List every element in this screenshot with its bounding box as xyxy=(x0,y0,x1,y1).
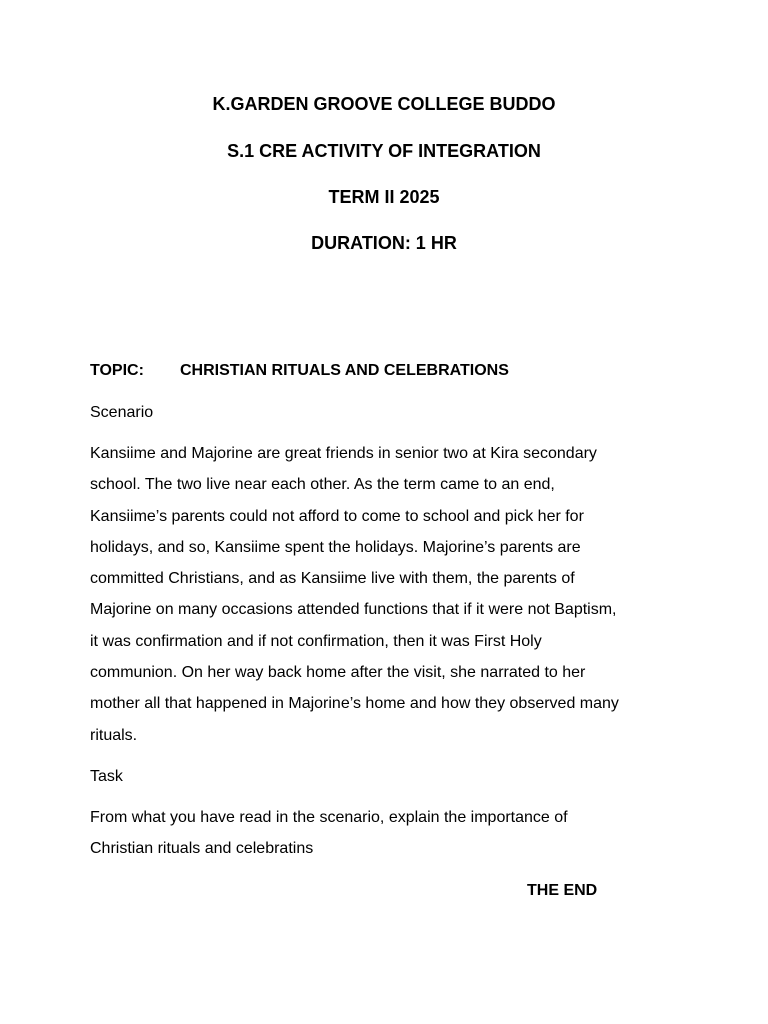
term-label: TERM II 2025 xyxy=(328,187,440,207)
scenario-line: communion. On her way back home after the visit, she narrated to her xyxy=(90,664,586,682)
scenario-line: Majorine on many occasions attended functions that if it were not Baptism, xyxy=(90,601,617,619)
task-line: Christian rituals and celebratins xyxy=(90,840,314,858)
scenario-paragraph xyxy=(90,444,690,757)
topic-row xyxy=(90,361,509,381)
scenario-heading: Scenario xyxy=(90,404,154,421)
topic-value: CHRISTIAN RITUALS AND CELEBRATIONS xyxy=(180,362,509,379)
scenario-line: Kansiime’s parents could not afford to come to school and pick her for xyxy=(90,507,584,525)
task-line: From what you have read in the scenario, explain the importance of xyxy=(90,809,568,826)
the-end-label: THE END xyxy=(527,882,598,899)
topic-label: TOPIC: xyxy=(90,362,144,379)
scenario-line: mother all that happened in Majorine’s home and how they observed many xyxy=(90,695,619,713)
task-heading: Task xyxy=(90,768,123,785)
scenario-line: rituals. xyxy=(90,726,138,744)
scenario-line: Kansiime and Majorine are great friends in senior two at Kira secondary xyxy=(90,445,597,462)
scenario-line: school. The two live near each other. As the term came to an end, xyxy=(90,476,555,494)
scenario-line: committed Christians, and as Kansiime live with them, the parents of xyxy=(90,570,575,588)
duration-label: DURATION: 1 HR xyxy=(311,233,457,253)
scenario-line: it was confirmation and if not confirmation, then it was First Holy xyxy=(90,632,542,650)
school-name: K.GARDEN GROOVE COLLEGE BUDDO xyxy=(212,94,556,114)
activity-title: S.1 CRE ACTIVITY OF INTEGRATION xyxy=(227,141,541,161)
task-paragraph xyxy=(90,808,690,871)
scenario-line: holidays, and so, Kansiime spent the holidays. Majorine’s parents are xyxy=(90,538,581,556)
